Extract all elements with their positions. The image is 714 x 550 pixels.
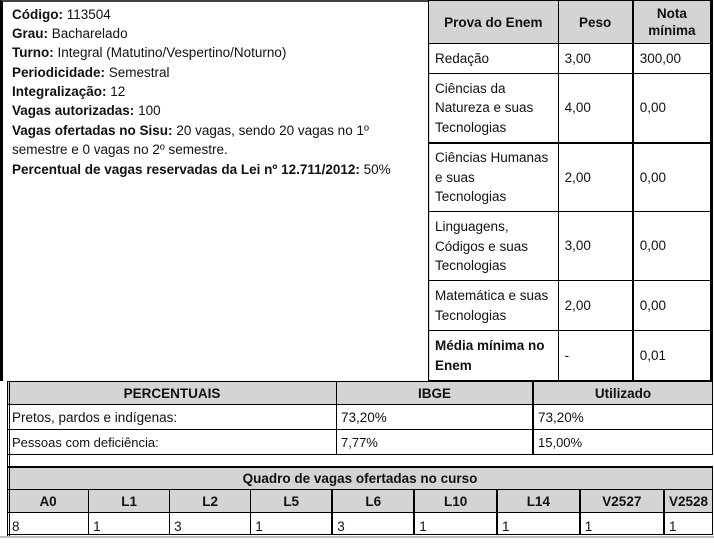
vagas-header: L6: [332, 490, 414, 513]
peso-cell: 3,00: [558, 212, 633, 281]
vagas-value: 3: [170, 513, 251, 535]
info-periodicidade: Periodicidade: Semestral: [12, 65, 170, 80]
prova-cell: Ciências Humanas e suas Tecnologias: [429, 143, 559, 212]
enem-row-natureza: [429, 74, 712, 143]
header-prova: Prova do Enem: [429, 1, 559, 44]
peso-cell: 2,00: [558, 281, 633, 331]
vagas-table: [7, 466, 713, 535]
prova-cell: Matemática e suas Tecnologias: [429, 281, 559, 331]
vagas-header: L5: [251, 490, 333, 513]
percentuais-ibge: 7,77%: [337, 430, 534, 455]
nota-cell: 300,00: [633, 44, 712, 74]
prova-cell: Redação: [429, 44, 559, 74]
percentuais-row: [8, 405, 713, 430]
peso-cell: 4,00: [558, 74, 633, 143]
percentuais-ibge: 73,20%: [337, 405, 534, 430]
prova-cell: Ciências da Natureza e suas Tecnologias: [429, 74, 559, 143]
percentuais-label: Pessoas com deficiência:: [8, 430, 337, 455]
prova-cell: Média mínima no Enem: [429, 331, 559, 381]
header-peso: Peso: [558, 1, 633, 44]
vagas-header: L2: [170, 490, 251, 513]
info-vagas-autorizadas: Vagas autorizadas: 100: [12, 103, 161, 118]
vagas-value: 1: [414, 513, 497, 535]
enem-header-row: [429, 1, 712, 44]
header-nota-minima: Nota mínima: [633, 1, 712, 44]
vagas-value: 1: [664, 513, 713, 535]
enem-row-linguagens: [429, 212, 712, 281]
peso-cell: -: [558, 331, 633, 381]
enem-row-redacao: [429, 44, 712, 74]
vagas-title-row: [8, 467, 713, 490]
left-double-rule: [7, 381, 10, 536]
nota-cell: 0,00: [633, 143, 712, 212]
vagas-value: 1: [497, 513, 580, 535]
vagas-value: 8: [8, 513, 89, 535]
percentuais-header-row: [8, 382, 713, 405]
info-vagas-sisu-cont: semestre e 0 vagas no 2º semestre.: [12, 142, 228, 157]
vagas-value: 1: [251, 513, 333, 535]
page-bottom-rule: [0, 536, 714, 538]
vagas-header: V2528: [664, 490, 713, 513]
course-info-panel: [0, 0, 430, 381]
header-utilizado: Utilizado: [533, 382, 713, 405]
vagas-title: Quadro de vagas ofertadas no curso: [8, 467, 713, 490]
peso-cell: 2,00: [558, 143, 633, 212]
vagas-header-row: [8, 490, 713, 513]
percentuais-table: [7, 381, 713, 455]
nota-cell: 0,00: [633, 281, 712, 331]
enem-table: [428, 0, 713, 381]
vagas-value: 1: [89, 513, 170, 535]
enem-row-matematica: [429, 281, 712, 331]
percentuais-label: Pretos, pardos e indígenas:: [8, 405, 337, 430]
info-grau: Grau: Bacharelado: [12, 26, 128, 41]
percentuais-row: [8, 430, 713, 455]
vagas-header: A0: [8, 490, 89, 513]
vagas-header: L1: [89, 490, 170, 513]
vagas-values-row: [8, 513, 713, 535]
vagas-value: 1: [580, 513, 664, 535]
vagas-header: L10: [414, 490, 497, 513]
header-ibge: IBGE: [337, 382, 534, 405]
info-vagas-sisu: Vagas ofertadas no Sisu: 20 vagas, sendo 20 vagas no 1º: [12, 123, 369, 138]
enem-row-humanas: [429, 143, 712, 212]
nota-cell: 0,00: [633, 74, 712, 143]
info-turno: Turno: Integral (Matutino/Vespertino/Noturno): [12, 45, 287, 60]
vagas-header: L14: [497, 490, 580, 513]
info-codigo: Código: 113504: [12, 7, 111, 22]
vagas-header: V2527: [580, 490, 664, 513]
nota-cell: 0,01: [633, 331, 712, 381]
enem-row-media-minima: [429, 331, 712, 381]
vagas-value: 3: [332, 513, 414, 535]
prova-cell: Linguagens, Códigos e suas Tecnologias: [429, 212, 559, 281]
info-percentual-lei: Percentual de vagas reservadas da Lei nº 12.711/2012: 50%: [12, 162, 391, 177]
nota-cell: 0,00: [633, 212, 712, 281]
percentuais-utilizado: 15,00%: [533, 430, 713, 455]
info-integralizacao: Integralização: 12: [12, 84, 126, 99]
peso-cell: 3,00: [558, 44, 633, 74]
percentuais-utilizado: 73,20%: [533, 405, 713, 430]
header-percentuais: PERCENTUAIS: [8, 382, 337, 405]
